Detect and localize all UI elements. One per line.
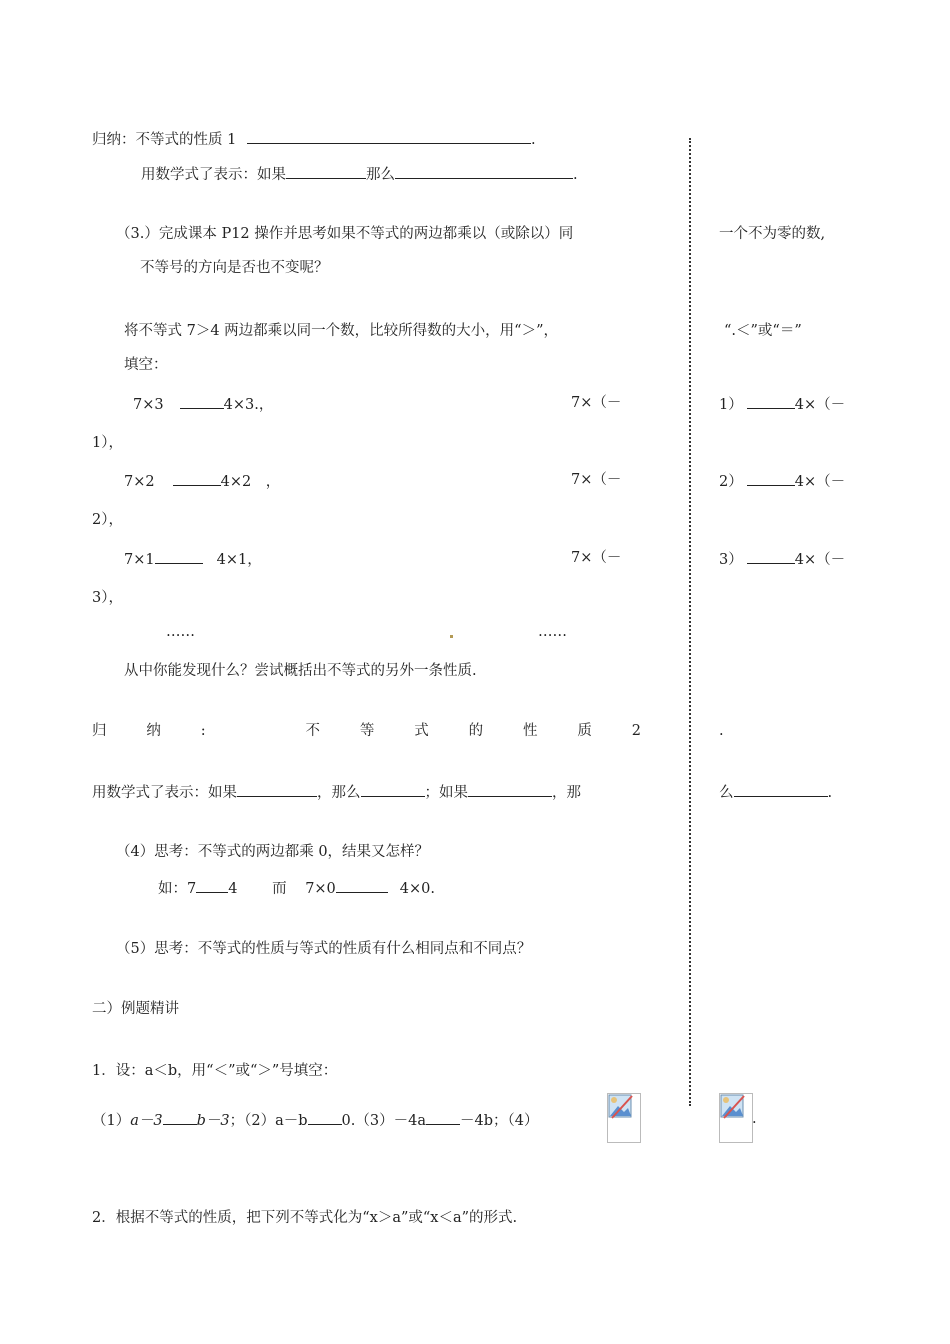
answer-blank[interactable]	[734, 781, 828, 797]
expr: 7×（－	[571, 472, 622, 488]
expr: 4×（－	[794, 474, 846, 490]
expr: 4×3.，	[223, 397, 274, 413]
math-me: 么	[719, 785, 734, 801]
example-1-title: 1．设：a＜b，用“＜”或“＞”号填空：	[92, 1063, 338, 1079]
answer-blank[interactable]	[747, 393, 795, 409]
expr: 4×（－	[794, 397, 846, 413]
answer-blank[interactable]	[747, 470, 795, 486]
broken-image-icon	[719, 1093, 753, 1143]
expr: 4×（－	[794, 552, 846, 568]
answer-blank[interactable]	[237, 781, 317, 797]
summary-2	[92, 721, 641, 741]
stray-dot	[450, 635, 453, 638]
question-3-line1: （3.）完成课本 P12 操作并思考如果不等式的两边都乘以（或除以）同	[116, 226, 574, 242]
instruction-line1-right: “.＜”或“＝”	[724, 323, 802, 339]
expr: 4×2 ，	[220, 474, 281, 490]
char: 不	[305, 723, 321, 739]
conjunction: 而	[272, 881, 287, 897]
char: 式	[414, 723, 429, 739]
ellipsis-right: ……	[538, 624, 567, 640]
answer-blank[interactable]	[247, 128, 531, 144]
char: 的	[468, 723, 484, 739]
expr: 7×（－	[571, 550, 622, 566]
row-3-wrap: 3），	[92, 590, 123, 606]
math-then: ，那么	[317, 785, 361, 801]
answer-blank[interactable]	[155, 548, 203, 564]
answer-blank[interactable]	[286, 163, 366, 179]
expr: 7×2	[124, 474, 155, 490]
expr: b－3	[196, 1113, 230, 1129]
example-2: 2．根据不等式的性质，把下列不等式化为“x＞a”或“x＜a”的形式.	[92, 1210, 518, 1226]
row-1-right	[719, 393, 845, 415]
char: 等	[359, 723, 375, 739]
row-3-right	[719, 548, 845, 570]
expr: 3）	[719, 552, 743, 568]
expr: 4	[228, 881, 238, 897]
example-1-end: .	[752, 1111, 757, 1127]
period: .	[827, 785, 833, 801]
ellipsis-left: ……	[166, 624, 195, 640]
math-then: 那么	[366, 167, 395, 183]
instruction-line2: 填空：	[124, 357, 168, 373]
broken-image-icon	[607, 1093, 641, 1143]
summary-1	[92, 128, 536, 150]
answer-blank[interactable]	[173, 470, 221, 486]
answer-blank[interactable]	[468, 781, 552, 797]
column-divider	[689, 138, 691, 1106]
expr: 7×0	[305, 881, 336, 897]
char: :	[200, 723, 206, 739]
row-1-left	[133, 393, 273, 415]
math-expression-2-right	[719, 781, 832, 803]
instruction-line1: 将不等式 7＞4 两边都乘以同一个数，比较所得数的大小，用“＞”，	[124, 323, 558, 339]
math-expression-2	[92, 781, 581, 803]
example-label: 如：7	[158, 881, 197, 897]
question-3-line2: 不等号的方向是否也不变呢？	[140, 260, 329, 276]
answer-blank[interactable]	[361, 781, 425, 797]
char: 2	[631, 723, 641, 739]
expr: a－3	[130, 1113, 163, 1129]
answer-blank[interactable]	[426, 1109, 460, 1125]
row-2-right	[719, 470, 845, 492]
char: 性	[523, 723, 538, 739]
answer-blank[interactable]	[196, 877, 228, 893]
question-5: （5）思考：不等式的性质与等式的性质有什么相同点和不同点？	[116, 941, 532, 957]
item-3: 0.（3）－4a	[341, 1113, 426, 1129]
row-2-wrap: 2），	[92, 512, 123, 528]
row-3-left	[124, 548, 262, 570]
discover-text: 从中你能发现什么？尝试概括出不等式的另外一条性质.	[124, 663, 477, 679]
math-prefix: 用数学式了表示：如果	[141, 167, 286, 183]
example-1-items	[92, 1109, 538, 1131]
answer-blank[interactable]	[747, 548, 795, 564]
math-if: ；如果	[424, 785, 468, 801]
answer-blank[interactable]	[180, 393, 224, 409]
char: 归	[92, 723, 107, 739]
expr: 7×（－	[571, 395, 622, 411]
char: 纳	[146, 723, 161, 739]
item-2: ；（2）a－b	[229, 1113, 308, 1129]
expr: 4×0.	[399, 881, 436, 897]
answer-blank[interactable]	[336, 877, 388, 893]
row-3-mid	[571, 548, 621, 568]
expr: 2）	[719, 474, 743, 490]
answer-blank[interactable]	[395, 163, 573, 179]
math-expression-1	[141, 163, 578, 185]
row-2-left	[124, 470, 280, 492]
answer-blank[interactable]	[163, 1109, 197, 1125]
question-4-example	[158, 877, 435, 899]
row-1-mid	[571, 393, 641, 413]
expr: 4×1，	[216, 552, 262, 568]
item-4: －4b；（4）	[459, 1113, 539, 1129]
expr: 7×3	[133, 397, 164, 413]
expr: 7×1	[124, 552, 155, 568]
row-2-mid	[571, 470, 621, 490]
item-label: （1）	[92, 1113, 131, 1129]
question-3-line1-right: 一个不为零的数,	[719, 226, 826, 242]
row-1-wrap: 1），	[92, 435, 123, 451]
answer-blank[interactable]	[308, 1109, 342, 1125]
math-na: ，那	[552, 785, 581, 801]
expr: 1）	[719, 397, 743, 413]
summary-1-label: 归纳：不等式的性质 1	[92, 132, 237, 148]
math-prefix: 用数学式了表示：如果	[92, 785, 237, 801]
period: .	[530, 132, 536, 148]
char: 质	[577, 723, 592, 739]
question-4: （4）思考：不等式的两边都乘 0，结果又怎样？	[116, 844, 430, 860]
summary-2-end: .	[719, 723, 724, 739]
period: .	[573, 167, 578, 183]
section-heading: 二）例题精讲	[92, 1001, 179, 1017]
